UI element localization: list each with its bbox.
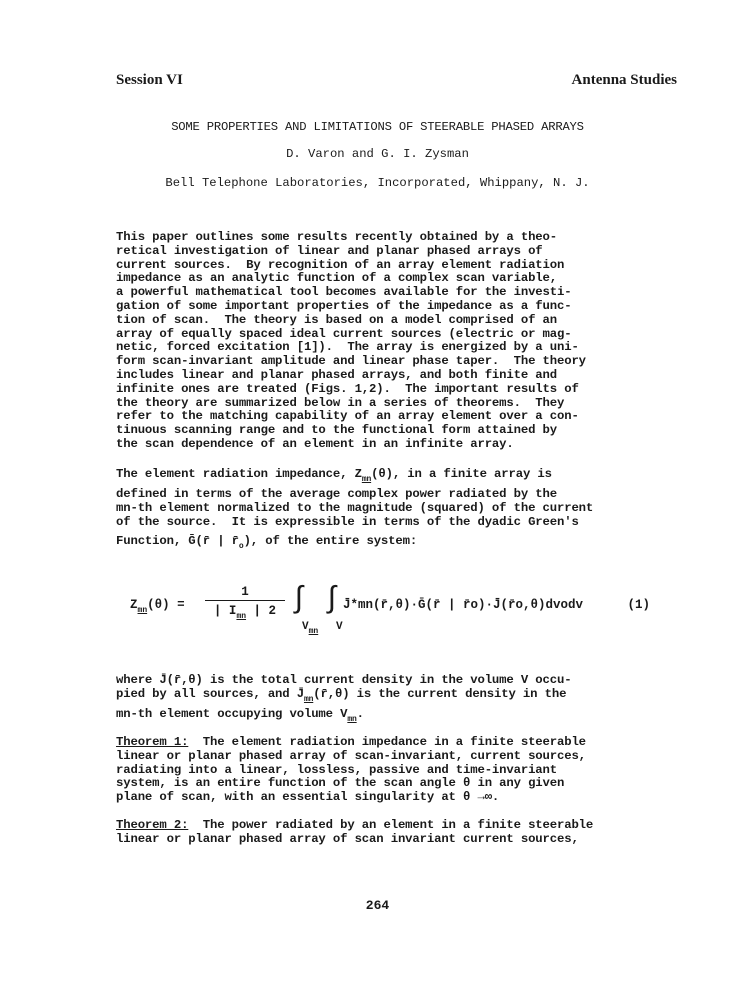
text-line: This paper outlines some results recently obtained by a theo- (116, 230, 557, 244)
text-line: infinite ones are treated (Figs. 1,2). The important results of (116, 381, 579, 396)
text-line: mn-th element occupying volume $V_{mn}$. (116, 706, 364, 724)
theorem-2 (116, 819, 676, 847)
text-line: impedance as an analytic function of a complex scan variable, (116, 271, 557, 286)
text-line: the theory are summarized below in a series of theorems. They (116, 395, 565, 410)
text-line: defined in terms of the average complex power radiated by the (116, 487, 557, 501)
text-line: retical investigation of linear and planar phased arrays of (116, 243, 543, 258)
text-line: a powerful mathematical tool becomes available for the investi- (116, 285, 572, 300)
page-number: 264 (365, 898, 390, 913)
text-line: Theorem 2: The power radiated by an element in a finite steerable (116, 818, 594, 832)
text-line: Theorem 1: The element radiation impedance in a finite steerable (116, 735, 586, 749)
definition-paragraph (116, 467, 676, 552)
text-line: current sources. By recognition of an array element radiation (116, 257, 565, 272)
text-line: tion of scan. The theory is based on a model comprised of an (116, 312, 557, 327)
text-line: the scan dependence of an element in an infinite array. (116, 436, 514, 451)
theorem-1 (116, 736, 676, 805)
where-paragraph (116, 673, 676, 724)
equation-lhs: $Z_{mn}(\theta)$ = (130, 598, 185, 615)
integral-limit: $V_{mn}$ (302, 621, 319, 636)
text-line: mn-th element normalized to the magnitude (squared) of the current (116, 500, 594, 515)
text-line: system, is an entire function of the scan angle θ in any given (116, 776, 565, 791)
equation-fraction: 1 | $I_{mn}$ | 2 (205, 585, 285, 621)
integral-sign: ∫ (323, 583, 342, 617)
paper-authors: D. Varon and G. I. Zysman (286, 147, 469, 161)
text-line: plane of scan, with an essential singularity at θ →∞. (116, 790, 500, 805)
theorem-label: Theorem 2: (116, 818, 189, 832)
text-line: of the source. It is expressible in terms of the dyadic Green's (116, 514, 579, 529)
text-line: radiating into a linear, lossless, passive and time-invariant (116, 762, 557, 777)
abstract-paragraph (116, 231, 676, 452)
text-line: array of equally spaced ideal current sources (electric or mag- (116, 326, 572, 341)
text-line: linear or planar phased array of scan-invariant, current sources, (116, 748, 586, 763)
session-header: Session VI (116, 72, 183, 88)
equation-number: (1) (627, 598, 650, 612)
text-line: tinuous scanning range and to the functional form attained by (116, 423, 557, 438)
text-line: netic, forced excitation [1]). The array is energized by a uni- (116, 340, 579, 355)
topic-header: Antenna Studies (571, 72, 677, 88)
text-line: includes linear and planar phased arrays, and both finite and (116, 367, 557, 382)
text-line: where J̄(r̄,θ) is the total current density in the volume V occu- (116, 673, 572, 687)
equation-integrand: J̄*mn(r̄,θ)·Ḡ(r̄ | r̄o)·J̄(r̄o,θ)dvodv (343, 598, 584, 612)
text-line: linear or planar phased array of scan invariant current sources, (116, 831, 579, 846)
text-line: form scan-invariant amplitude and linear phase taper. The theory (116, 354, 586, 369)
text-line: The element radiation impedance, $Z_{mn}(\theta)$, in a finite array is (116, 467, 552, 484)
text-line: refer to the matching capability of an array element over a con- (116, 409, 579, 424)
theorem-label: Theorem 1: (116, 735, 189, 749)
integral-sign: ∫ (290, 583, 309, 617)
paper-affiliation: Bell Telephone Laboratories, Incorporated, Whippany, N. J. (165, 176, 590, 190)
paper-title: SOME PROPERTIES AND LIMITATIONS OF STEERABLE PHASED ARRAYS (171, 120, 584, 134)
integral-limit: V (336, 621, 343, 633)
equation-1 (130, 585, 670, 640)
text-line: Function, Ḡ(r̄ | $r̄_o$), of the entire system: (116, 534, 418, 552)
text-line: pied by all sources, and $J̄_{mn}(r̄,\theta)$ is the current density in the (116, 686, 567, 704)
text-line: gation of some important properties of the impedance as a func- (116, 298, 572, 313)
